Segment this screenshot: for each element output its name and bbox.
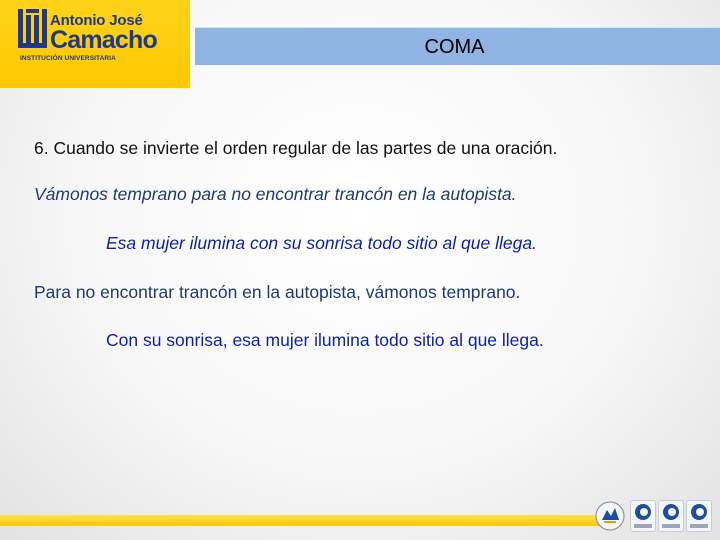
certification-badge-icon	[658, 500, 684, 532]
logo-subtitle: INSTITUCIÓN UNIVERSITARIA	[20, 55, 116, 62]
certification-badge-icon	[630, 500, 656, 532]
title-bar	[195, 27, 720, 65]
example-line: Esa mujer ilumina con su sonrisa todo sitio al que llega.	[106, 233, 537, 253]
example-line: Vámonos temprano para no encontrar trancón en la autopista.	[34, 184, 517, 204]
rule-heading: 6. Cuando se invierte el orden regular de las partes de una oración.	[34, 138, 558, 158]
logo-panel	[0, 0, 190, 88]
certification-badge-icon	[686, 500, 712, 532]
colombia-seal-icon	[594, 498, 626, 538]
footer-band	[0, 515, 600, 526]
institution-logo-icon	[18, 9, 48, 51]
example-line: Con su sonrisa, esa mujer ilumina todo sitio al que llega.	[106, 330, 544, 350]
logo-name-line1: Antonio José	[50, 12, 143, 29]
certification-logos	[592, 494, 720, 540]
logo-name-line2: Camacho	[50, 26, 157, 54]
slide-title: COMA	[424, 36, 485, 58]
example-line: Para no encontrar trancón en la autopista, vámonos temprano.	[34, 282, 521, 302]
